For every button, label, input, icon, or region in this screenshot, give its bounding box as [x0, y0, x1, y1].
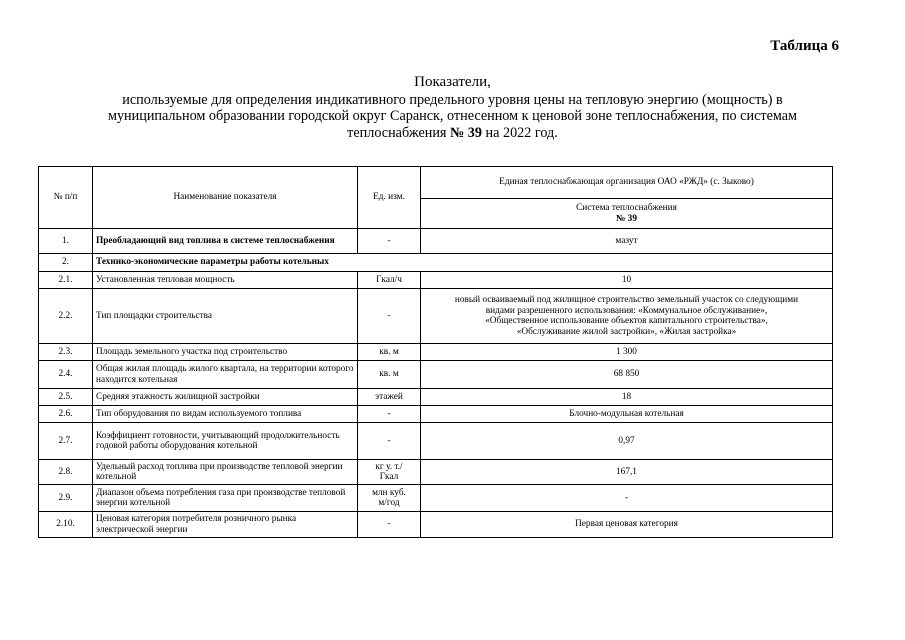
table-row — [39, 460, 833, 485]
row-name: Тип площадки строительства — [93, 289, 358, 344]
row-num: 2.8. — [39, 460, 93, 485]
table-row — [39, 423, 833, 460]
row-name: Площадь земельного участка под строительство — [93, 344, 358, 361]
row-num: 2.10. — [39, 512, 93, 538]
table-row — [39, 229, 833, 254]
header-organization: Единая теплоснабжающая организация ОАО «РЖД» (с. Зыково) — [421, 167, 833, 199]
row-value-line: «Общественное использование объектов капитального строительства», — [485, 316, 768, 326]
row-num: 2.3. — [39, 344, 93, 361]
header-name: Наименование показателя — [93, 167, 358, 229]
header-system-line1: Система теплоснабжения — [576, 203, 677, 213]
table-row — [39, 289, 833, 344]
table-label: Таблица 6 — [770, 38, 839, 54]
row-name: Установленная тепловая мощность — [93, 272, 358, 289]
table-header-row — [39, 167, 833, 199]
title-line-4 — [40, 125, 865, 142]
row-value: Первая ценовая категория — [421, 512, 833, 538]
table-row — [39, 272, 833, 289]
row-value-line: «Обслуживание жилой застройки», «Жилая застройка» — [516, 326, 737, 337]
table-row — [39, 512, 833, 538]
document-title — [40, 74, 865, 141]
table-row — [39, 406, 833, 423]
row-value: Блочно-модульная котельная — [421, 406, 833, 423]
row-name: Удельный расход топлива при производстве тепловой энергии котельной — [93, 460, 358, 485]
row-unit: кв. м — [358, 344, 421, 361]
title-system-number: № 39 — [450, 124, 482, 141]
row-name: Общая жилая площадь жилого квартала, на территории которого находится котельная — [93, 361, 358, 389]
row-value — [421, 289, 833, 344]
row-unit: Гкал/ч — [358, 272, 421, 289]
row-value-line: видами разрешенного использования: «Коммунальное обслуживание», — [485, 305, 768, 316]
row-value: - — [421, 485, 833, 512]
row-unit: - — [358, 289, 421, 344]
row-name: Средняя этажность жилищной застройки — [93, 389, 358, 406]
row-name: Тип оборудования по видам используемого топлива — [93, 406, 358, 423]
row-num: 2.9. — [39, 485, 93, 512]
row-unit: - — [358, 423, 421, 460]
header-unit: Ед. изм. — [358, 167, 421, 229]
row-unit — [358, 460, 421, 485]
header-num: № п/п — [39, 167, 93, 229]
row-value: 10 — [421, 272, 833, 289]
row-num: 2.1. — [39, 272, 93, 289]
table-row — [39, 389, 833, 406]
row-num: 2. — [39, 254, 93, 272]
header-system — [421, 199, 833, 229]
row-name: Коэффициент готовности, учитывающий продолжительность годовой работы оборудования котельной — [93, 423, 358, 460]
row-unit — [358, 485, 421, 512]
row-value: 18 — [421, 389, 833, 406]
row-unit-line: Гкал — [379, 472, 399, 482]
row-unit: - — [358, 512, 421, 538]
row-num: 2.6. — [39, 406, 93, 423]
table-row — [39, 344, 833, 361]
row-unit: - — [358, 229, 421, 254]
row-name: Технико-экономические параметры работы котельных — [93, 254, 833, 272]
row-num: 2.4. — [39, 361, 93, 389]
row-value: мазут — [421, 229, 833, 254]
row-num: 2.2. — [39, 289, 93, 344]
row-unit-line: млн куб. — [372, 487, 406, 498]
title-line-3: муниципальном образовании городской округ Саранск, отнесенном к ценовой зоне теплоснабжения, по системам — [107, 108, 798, 124]
table-row — [39, 361, 833, 389]
row-value: 1 300 — [421, 344, 833, 361]
table-row-section — [39, 254, 833, 272]
row-num: 2.7. — [39, 423, 93, 460]
row-unit-line: м/год — [378, 498, 400, 508]
title-line-4-suffix: на 2022 год. — [482, 124, 558, 141]
row-num: 1. — [39, 229, 93, 254]
row-num: 2.5. — [39, 389, 93, 406]
title-line-4-prefix: теплоснабжения — [347, 124, 450, 141]
indicators-table — [38, 166, 833, 538]
table-row — [39, 485, 833, 512]
row-name: Диапазон объема потребления газа при производстве тепловой энергии котельной — [93, 485, 358, 512]
row-unit-line: кг у. т./ — [375, 461, 403, 472]
row-value: 68 850 — [421, 361, 833, 389]
row-unit: этажей — [358, 389, 421, 406]
row-unit: кв. м — [358, 361, 421, 389]
row-value-line: новый осваиваемый под жилищное строительство земельный участок со следующими — [454, 295, 799, 305]
row-name: Ценовая категория потребителя розничного рынка электрической энергии — [93, 512, 358, 538]
row-value: 0,97 — [421, 423, 833, 460]
row-name: Преобладающий вид топлива в системе теплоснабжения — [93, 229, 358, 254]
title-line-2: используемые для определения индикативного предельного уровня цены на тепловую энергию (мощность) в — [122, 91, 783, 108]
header-system-line2: № 39 — [616, 213, 637, 224]
title-line-1: Показатели, — [414, 74, 491, 90]
row-unit: - — [358, 406, 421, 423]
row-value: 167,1 — [421, 460, 833, 485]
